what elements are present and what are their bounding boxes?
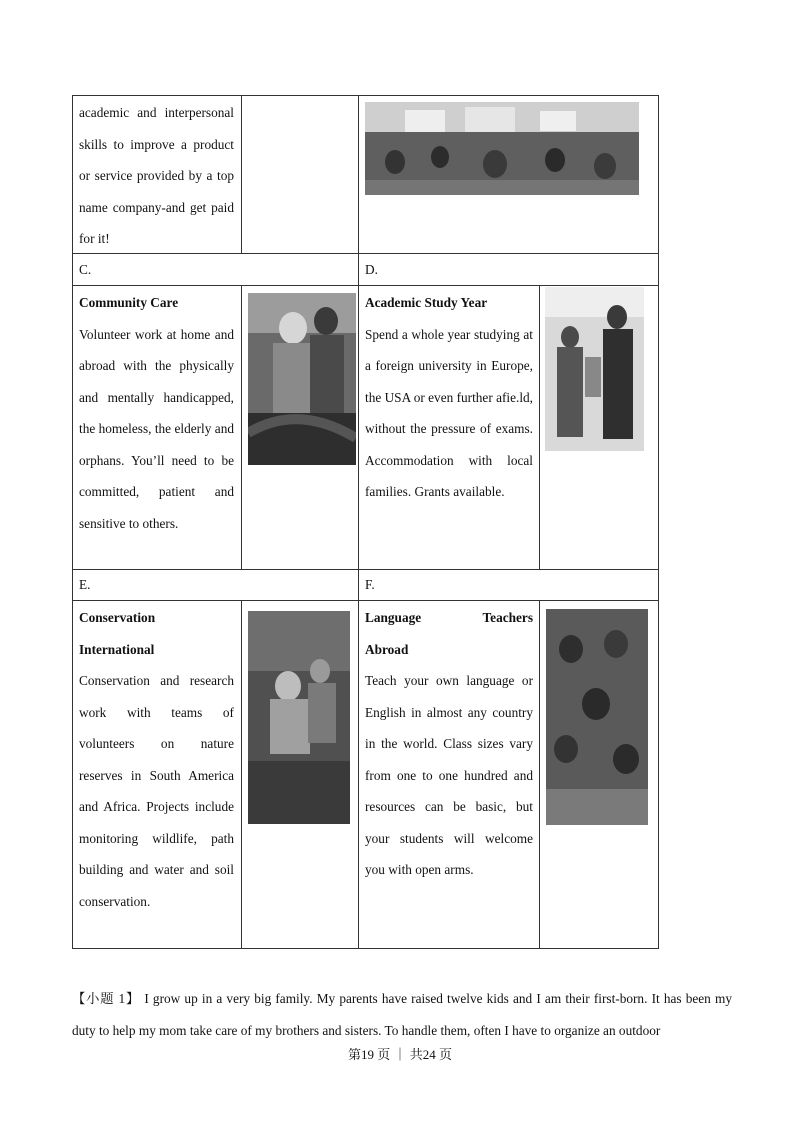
academic-study-title: Academic Study Year — [365, 295, 488, 310]
conservation-title-2: International — [79, 641, 155, 657]
divider — [539, 286, 540, 570]
language-teachers-body: Teach your own language or English in almost any country in the world. Class sizes vary from one to one hundred and resources can be basic, but your students will welcome you with open arms. — [365, 673, 533, 877]
row-label-f: F. — [365, 577, 375, 592]
divider — [241, 95, 242, 254]
campus-photo — [365, 102, 639, 195]
divider — [241, 286, 242, 570]
question-paragraph — [72, 983, 732, 1046]
conservation-body: Conservation and research work with teams of volunteers on nature reserves in South America and Africa. Projects include monitoring wildlife, path building and water and soil conservation. — [79, 673, 234, 909]
community-care-cell — [79, 287, 234, 539]
divider — [539, 601, 540, 949]
conservation-cell — [79, 602, 234, 917]
language-teachers-cell — [365, 602, 533, 886]
row-divider — [72, 600, 659, 601]
page-number: 第19 页 ｜ 共24 页 — [347, 1047, 452, 1062]
table-border-bottom — [72, 948, 659, 949]
language-teachers-photo — [546, 609, 648, 825]
row-label-d: D. — [365, 262, 378, 277]
conservation-photo — [248, 611, 350, 824]
divider — [241, 601, 242, 949]
community-care-body: Volunteer work at home and abroad with the physically and mentally handicapped, the homeless, the elderly and orphans. You’ll need to be committed, patient and sensitive to others. — [79, 326, 234, 531]
academic-study-body: Spend a whole year studying at a foreign university in Europe, the USA or even further afie.ld, without the pressure of exams. Accommodation with local families. Grants available. — [365, 326, 534, 499]
table-border-top — [72, 95, 659, 96]
academic-study-photo — [545, 287, 644, 451]
top-left-text: academic and interpersonal skills to improve a product or service provided by a top name company-and get paid for it! — [79, 105, 234, 246]
conservation-title-1: Conservation — [79, 610, 156, 625]
row-label-e: E. — [79, 577, 91, 592]
row-label-c: C. — [79, 262, 92, 277]
community-care-photo — [248, 293, 356, 465]
question-label: 【小题 1】 — [72, 991, 141, 1006]
row-divider — [72, 285, 659, 286]
language-teachers-title-1: Language Teachers — [365, 610, 533, 625]
activities-table — [72, 95, 659, 949]
language-teachers-title-2: Abroad — [365, 641, 409, 657]
row-divider — [72, 569, 659, 570]
question-text: I grow up in a very big family. My parents have raised twelve kids and I am their first-born. It has been my duty to help my mom take care of my brothers and sisters. To handle them, often I have to organize an outdoor — [72, 991, 732, 1038]
academic-study-cell — [365, 287, 533, 508]
table-border-right — [658, 95, 659, 949]
table-divider-middle — [358, 95, 359, 949]
community-care-title: Community Care — [79, 295, 179, 310]
table-border-left — [72, 95, 73, 949]
